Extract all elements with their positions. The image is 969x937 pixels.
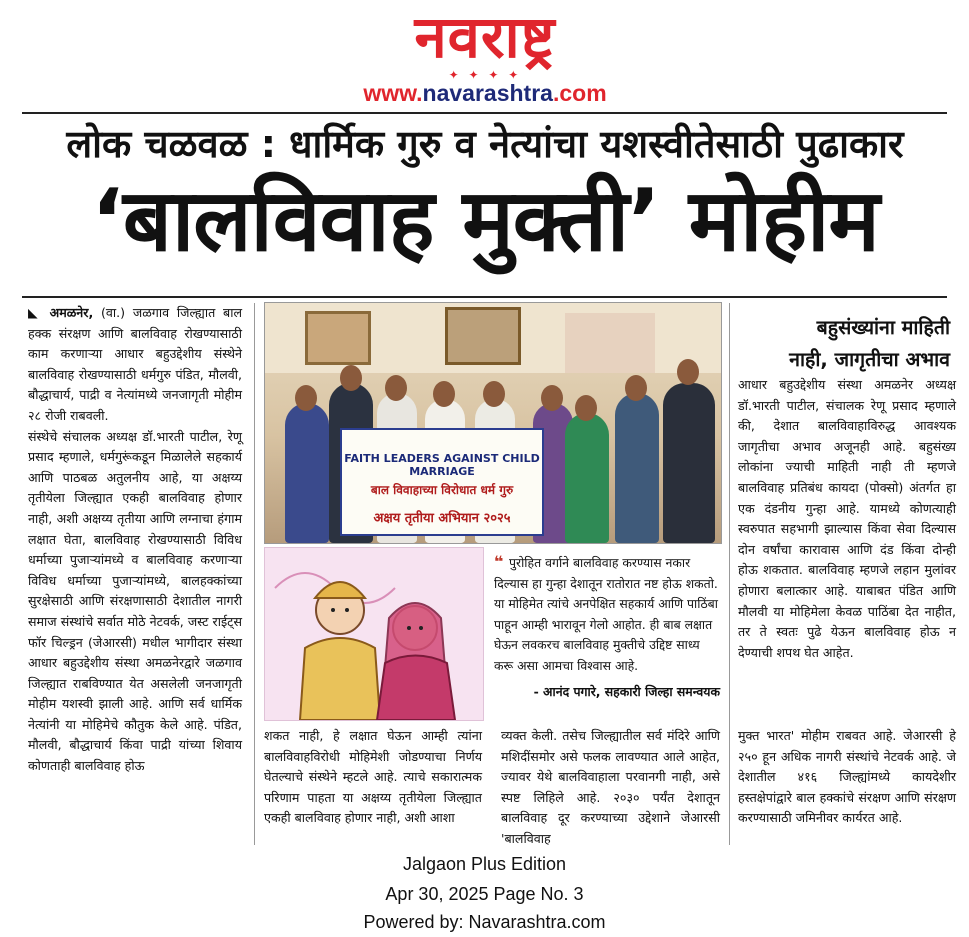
- article-column-2: शकत नाही, हे लक्षात घेऊन आम्ही त्यांना बालविवाहविरोधी मोहिमेशी जोडण्याचा निर्णय घेतल्याचे संस्थेने म्हटले आहे. त्याचे सकारात्मक परिणाम पाहता या अक्षय्य तृतीयेला जिल्ह्यात एकही बालविवाह होणार नाही, अशी आशा: [264, 728, 482, 826]
- quote-text: ❝ पुरोहित वर्गाने बालविवाह करण्यास नकार दिल्यास हा गुन्हा देशातून रातोरात नष्ट होऊ शकतो. या मोहिमेत त्यांचे अनपेक्षित सहकार्य आणि पाठिंबा पाहून आम्ही भारावून गेलो आहोत. ही बाब लक्षात घेऊन लवकरच बालविवाह मुक्तीचे उद्दिष्ट साध्य करू असा आमचा विश्वास आहे.: [494, 552, 718, 673]
- banner-campaign-title: अक्षय तृतीया अभियान २०२५: [373, 511, 511, 526]
- newspaper-url: www.navarashtra.com: [363, 80, 607, 106]
- dateline-marker: ◣: [28, 305, 50, 320]
- column-divider: [729, 303, 730, 845]
- powered-by-label: Powered by: Navarashtra.com: [363, 912, 606, 932]
- children-couple-icon: [265, 548, 483, 720]
- headline-rule: [22, 296, 947, 298]
- side-continuation: मुक्त भारत' मोहीम राबवत आहे. जेआरसी हे २५० हून अधिक नागरी संस्थांचे नेटवर्क आहे. जे देशातील ४१६ जिल्ह्यांमध्ये कायदेशीर हस्तक्षेपांद्वारे बाल हक्कांचे संरक्षण आणि संरक्षण करण्यासाठी जमिनीवर कार्यरत आहे.: [738, 728, 956, 826]
- side-body: आधार बहुउद्देशीय संस्था अमळनेर अध्यक्ष डॉ.भारती पाटील, संचालक रेणू प्रसाद म्हणाले की, देशात बालविवाहाविरुद्ध आवश्यक जागृतीचा अभाव अजूनही आहे. बहुसंख्य लोकांना ज्याची माहिती नाही ती म्हणजे बालविवाह प्रतिबंध कायदा (पोक्सो) अंतर्गत हा एक दंडनीय गुन्हा आहे. यामध्ये कोणत्याही स्वरुपात सहभागी झाल्यास किंवा सेवा दिल्यास दोन वर्षांचा कारावास आणि दंड किंवा दोन्ही होऊ शकतात. बालविवाह म्हणजे लहान मुलांवर होणारा बलात्कार आहे. याबाबत पंडित आणि मौलवी या मोहिमेला केवळ पाठिंबा देत नाहीत, तर ते स्वतः पुढे येऊन बालविवाह होऊ न देण्याची शपथ घेत आहेत.: [738, 377, 956, 660]
- side-heading: बहुसंख्यांना माहिती नाही, जागृतीचा अभाव: [789, 316, 950, 371]
- article-column-3: व्यक्त केली. तसेच जिल्ह्यातील सर्व मंदिरे आणि मशिदींसमोर असे फलक लावण्यात आले आहेत, ज्यावर येथे बालविवाहाला परवानगी नाही, असे स्पष्ट लिहिले आहे. २०३० पर्यंत देशातून बालविवाह दूर करण्याच्या उद्देशाने जेआरसी 'बालविवाह: [501, 728, 720, 846]
- header-rule: [22, 112, 947, 114]
- article-column-1: [28, 303, 242, 777]
- quote-mark-icon: ❝: [494, 552, 509, 571]
- column-divider: [254, 303, 255, 845]
- lead-paragraph: (वा.) जळगाव जिल्ह्यात बाल हक्क संरक्षण आणि बालविवाह रोखण्यासाठी काम करणाऱ्या आधार बहुउद्देशीय संस्थेने बालविवाह रोखण्यासाठी धर्मगुरु पंडित, मौलवी, बौद्धाचार्य, पाद्री व नेत्यांमध्ये जनजागृती मोहीम २८ रोजी राबवली.: [28, 305, 242, 423]
- campaign-banner: [340, 428, 544, 536]
- child-marriage-illustration: [264, 547, 484, 721]
- banner-marathi-text: बाल विवाहाच्या विरोधात धर्म गुरु: [370, 483, 514, 497]
- masthead: [320, 4, 650, 104]
- logo-decoration: ✦ ✦ ✦ ✦: [448, 68, 522, 82]
- quote-attribution: - आनंद पगारे, सहकारी जिल्हा समन्वयक: [533, 683, 720, 699]
- main-headline: ‘बालविवाह मुक्ती’ मोहीम: [91, 171, 879, 271]
- kicker-headline: लोक चळवळ : धार्मिक गुरु व नेत्यांचा यशस्वीतेसाठी पुढाकार: [66, 122, 904, 166]
- body-paragraph: संस्थेचे संचालक अध्यक्ष डॉ.भारती पाटील, रेणू प्रसाद म्हणाले, धर्मगुरूंकडून मिळालेले सहकार्य आणि पाठबळ अतुलनीय आहे, या अक्षय्य तृतीयेला जिल्ह्यात एकही बालविवाह होणार नाही, अशी अक्षय्य तृतीया आणि लग्नाचा हंगाम लक्षात घेता, बालविवाह रोखण्यासाठी विविध धर्माच्या पुजाऱ्यांमध्ये व बालविवाह करणाऱ्या विविध धर्माच्या पुजाऱ्यांमध्ये, बालहक्कांच्या सुरक्षेसाठी आणि संरक्षणासाठी देशातील नागरी समाज संस्थांचे सर्वात मोठे नेटवर्क, जस्ट राईट्स फॉर चिल्ड्रन (जेआरसी) मधील भागीदार संस्था आधार बहुउद्देशीय संस्था अमळनेरद्वारे जळगाव जिल्ह्यात राबविण्यात येत असलेली जनजागृती मोहीम यशस्वी झाली आहे. आणि सर्व धार्मिक नेत्यांनी या मोहिमेचे कौतुक केले आहे. पंडित, मौलवी, बौद्धाचार्य किंवा पाद्री यांच्या शिवाय कोणताही बालविवाह होऊ: [28, 428, 242, 774]
- dateline: अमळनेर,: [49, 305, 94, 320]
- banner-english-text: FAITH LEADERS AGAINST CHILD MARRIAGE: [344, 452, 540, 478]
- quote-box: [494, 552, 720, 702]
- date-page-label: Apr 30, 2025 Page No. 3: [385, 884, 584, 904]
- newspaper-logo: नवराष्ट्र: [414, 3, 556, 71]
- edition-label: Jalgaon Plus Edition: [402, 854, 567, 874]
